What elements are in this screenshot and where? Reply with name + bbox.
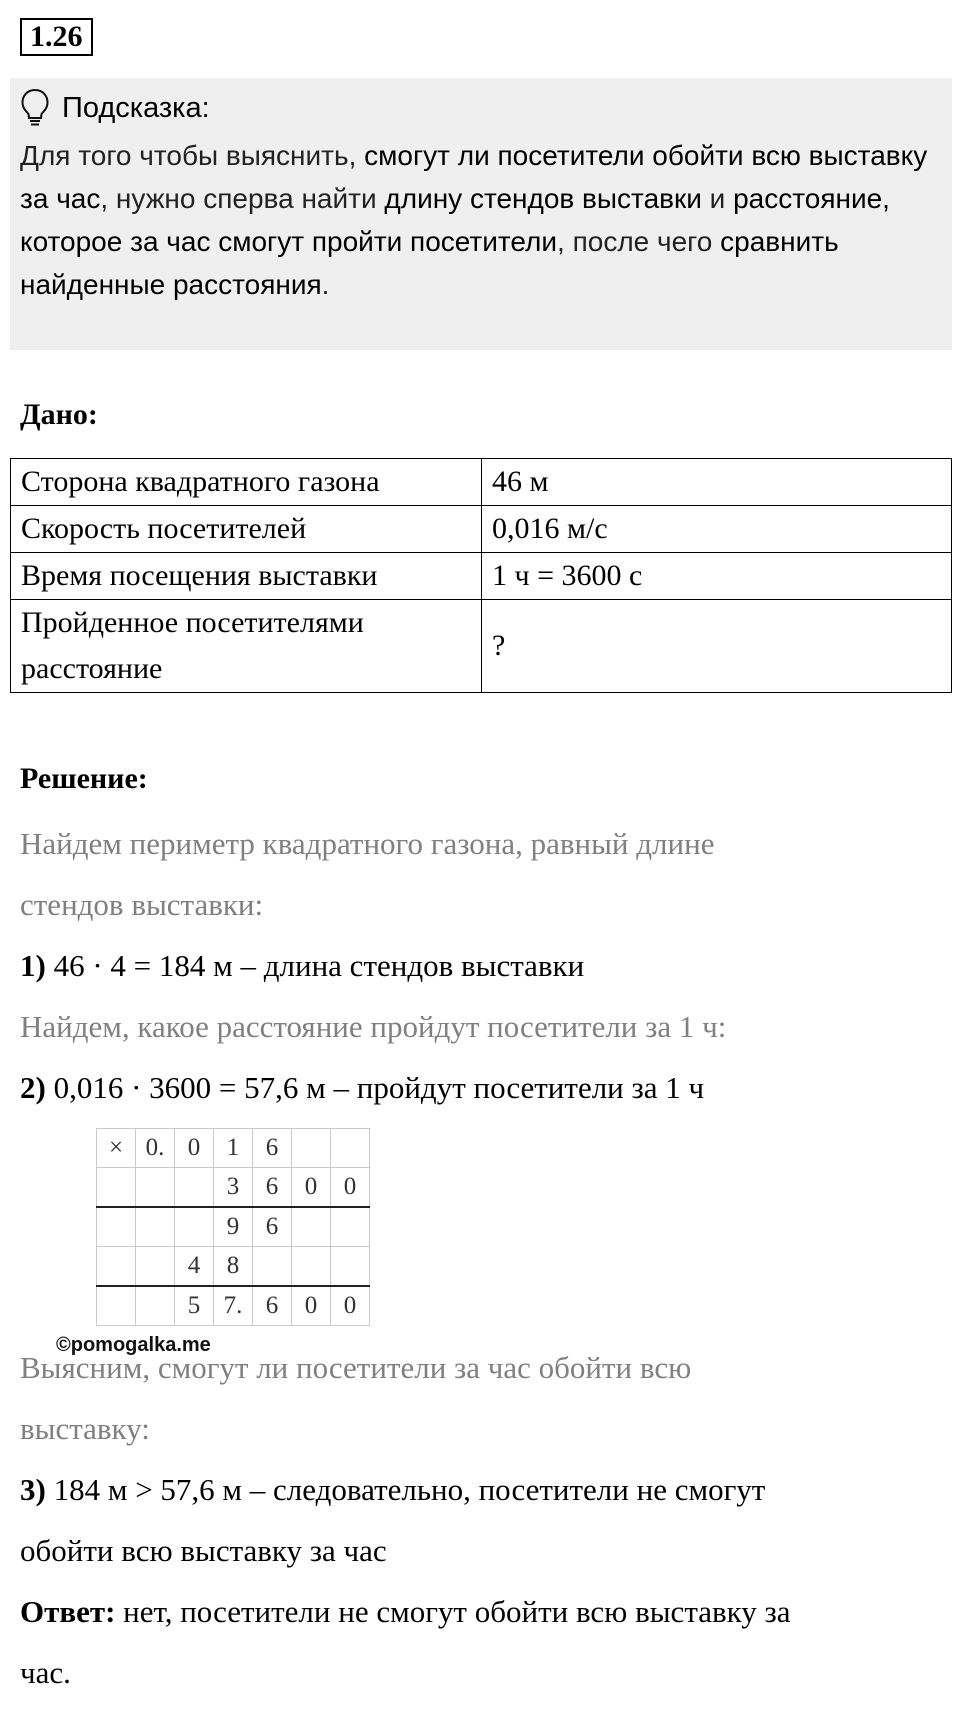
column-cell: 0 — [175, 1129, 214, 1168]
answer: Ответ: нет, посетители не смогут обойти всю выставку за — [20, 1594, 791, 1629]
column-row — [97, 1129, 370, 1168]
given-name: Пройденное посетителями расстояние — [11, 600, 482, 693]
column-cell — [97, 1286, 136, 1326]
column-cell: 0 — [292, 1168, 331, 1208]
solution-explanation: выставку: — [20, 1411, 150, 1446]
table-row — [11, 459, 952, 506]
solution-step-3-cont: обойти всю выставку за час — [20, 1533, 387, 1568]
column-cell — [253, 1247, 292, 1287]
solution-step-3: 3) 184 м > 57,6 м – следовательно, посетители не смогут — [20, 1472, 766, 1507]
column-cell — [97, 1247, 136, 1287]
column-cell — [136, 1247, 175, 1287]
answer-cont: час. — [20, 1655, 71, 1690]
task-number: 1.26 — [20, 18, 93, 56]
column-cell: 1 — [214, 1129, 253, 1168]
column-cell — [331, 1247, 370, 1287]
column-cell: 8 — [214, 1247, 253, 1287]
solution-step-2: 2) 0,016 · 3600 = 57,6 м – пройдут посетители за 1 ч — [20, 1070, 705, 1105]
given-table — [10, 458, 952, 693]
column-row — [97, 1207, 370, 1247]
given-name: Скорость посетителей — [11, 506, 482, 553]
column-cell: × — [97, 1129, 136, 1168]
column-cell: 9 — [214, 1207, 253, 1247]
solution-explanation: Найдем периметр квадратного газона, равный длине — [20, 826, 715, 861]
column-cell: 6 — [253, 1168, 292, 1208]
column-row — [97, 1168, 370, 1208]
column-cell — [175, 1168, 214, 1208]
hint-text: Для того чтобы выяснить, смогут ли посетители обойти всю выставку за час, нужно сперва найти длину стендов выставки и расстояние, которое за час смогут пройти посетители, после чего сравнить найденные расстояния. — [20, 140, 928, 300]
column-cell — [136, 1207, 175, 1247]
column-cell — [331, 1207, 370, 1247]
column-cell: 0 — [331, 1168, 370, 1208]
column-cell: 0 — [292, 1286, 331, 1326]
column-cell: 5 — [175, 1286, 214, 1326]
column-cell — [331, 1129, 370, 1168]
hint-header — [20, 86, 940, 130]
column-cell — [292, 1247, 331, 1287]
solution-label: Решение: — [20, 762, 148, 795]
column-cell — [136, 1168, 175, 1208]
lightbulb-icon — [20, 88, 50, 128]
column-cell: 6 — [253, 1286, 292, 1326]
solution-explanation: Найдем, какое расстояние пройдут посетители за 1 ч: — [20, 1009, 727, 1044]
hint-emphasis: сравнить найденные расстояния — [20, 226, 839, 300]
solution-explanation: Выясним, смогут ли посетители за час обойти всю — [20, 1350, 692, 1385]
hint-emphasis: смогут ли посетители обойти всю выставку за час — [20, 140, 928, 214]
column-cell — [97, 1207, 136, 1247]
given-value: 46 м — [482, 459, 952, 506]
hint-emphasis: длину стендов выставки — [384, 183, 702, 214]
column-cell: 0. — [136, 1129, 175, 1168]
given-value: 1 ч = 3600 с — [482, 553, 952, 600]
hint-title: Подсказка: — [62, 91, 210, 124]
table-row — [11, 506, 952, 553]
column-row — [97, 1247, 370, 1287]
given-name: Сторона квадратного газона — [11, 459, 482, 506]
given-name: Время посещения выставки — [11, 553, 482, 600]
solution-step-1: 1) 46 · 4 = 184 м – длина стендов выставки — [20, 948, 585, 983]
column-cell — [175, 1207, 214, 1247]
column-cell: 4 — [175, 1247, 214, 1287]
column-cell: 7. — [214, 1286, 253, 1326]
table-row — [11, 553, 952, 600]
hint-emphasis: расстояние, которое за час смогут пройти посетители — [20, 183, 890, 257]
given-value: 0,016 м/с — [482, 506, 952, 553]
watermark: ©pomogalka.me — [56, 1334, 211, 1356]
column-cell — [292, 1207, 331, 1247]
column-cell — [136, 1286, 175, 1326]
column-multiplication — [96, 1128, 370, 1326]
column-cell — [97, 1168, 136, 1208]
column-row — [97, 1286, 370, 1326]
solution-explanation: стендов выставки: — [20, 887, 264, 922]
answer-label: Ответ: — [20, 1594, 116, 1629]
given-value: ? — [482, 600, 952, 693]
column-cell: 6 — [253, 1207, 292, 1247]
column-cell: 0 — [331, 1286, 370, 1326]
column-cell: 6 — [253, 1129, 292, 1168]
hint-box — [10, 78, 952, 350]
table-row — [11, 600, 952, 693]
column-cell: 3 — [214, 1168, 253, 1208]
given-label: Дано: — [20, 398, 98, 431]
column-cell — [292, 1129, 331, 1168]
